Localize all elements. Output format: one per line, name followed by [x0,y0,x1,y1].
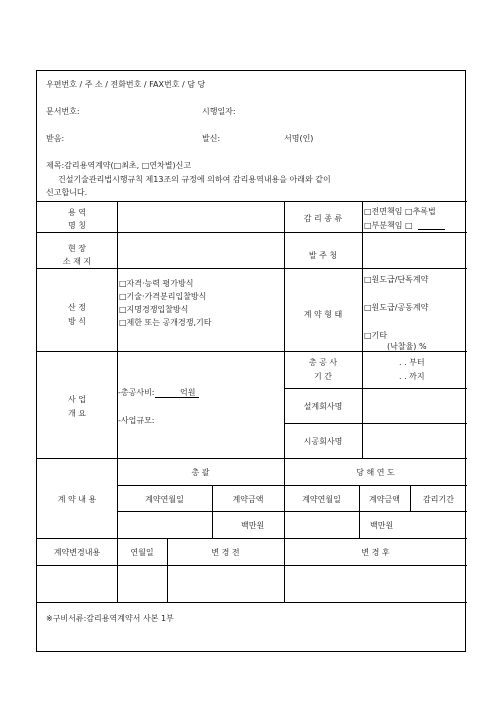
award-ratio: (낙찰율) % [387,342,427,351]
divider [37,201,467,202]
contract-form-label: 계 약 형 태 [303,310,343,319]
col-contract-amount: 계약금액 [232,495,264,504]
divider [212,485,213,538]
period-label: 총 공 사 [308,358,338,367]
method-label: 산 정 [68,303,86,312]
supervision-option-full[interactable]: □전면책임 □추록법 [364,207,436,216]
form-option[interactable]: □기타 [364,331,388,340]
business-label: 사 업 [68,395,86,404]
method-option[interactable]: □지명경쟁입찰방식 [119,305,189,314]
unit-million-won: 백만원 [370,521,394,530]
address-header-row: 우편번호 / 주 소 / 전화번호 / FAX번호 / 담 당 [46,80,206,89]
doc-number-label: 문서번호: [46,107,80,116]
scale-label: -사업규모: [118,416,155,425]
divider [37,565,467,566]
cost-unit: 억원 [180,388,196,397]
unit-million-won: 백만원 [241,521,265,530]
form-option[interactable]: □원도급/공동계약 [364,303,429,312]
sender-label: 발신: [202,134,221,143]
col-contract-amount: 계약금액 [369,495,400,504]
subject-line: 제목:감리용역계약(□최초, □연차별)신고 [46,161,192,170]
divider [284,423,467,424]
divider [37,458,467,459]
change-date-header: 연월일 [130,548,154,557]
designer-label: 설계회사명 [303,402,343,411]
service-name-label: 명 칭 [68,221,86,230]
divider [37,232,467,233]
service-name-label: 용 역 [68,208,86,217]
body-line-2: 신고합니다. [46,188,88,197]
site-location-label: 현 장 [68,244,86,253]
form-option[interactable]: □원도급/단독계약 [364,275,429,284]
divider [117,201,118,602]
total-header: 총 괄 [191,468,210,477]
exec-date-label: 시행일자: [202,107,236,116]
business-label: 개 요 [68,409,86,418]
col-supervision-period: 감리기간 [423,495,454,504]
client-label: 발 주 청 [308,251,338,260]
period-label: 기 간 [314,372,332,381]
col-contract-date: 계약연월일 [302,495,341,504]
divider [117,485,467,486]
total-cost-label: -총공사비: [118,388,155,397]
builder-label: 시공회사명 [303,437,343,446]
divider [284,201,285,458]
contract-change-label: 계약변경내용 [53,548,101,557]
contract-detail-label: 계 약 내 용 [57,495,97,504]
attachment-note: ※구비서류:감리용역계약서 사본 1부 [46,614,174,623]
divider [37,538,467,539]
divider [359,485,360,538]
method-option[interactable]: □자격·능력 평가방식 [119,279,194,288]
before-header: 변 경 전 [211,548,240,557]
after-header: 변 경 후 [361,548,390,557]
col-contract-date: 계약연월일 [145,495,184,504]
blank-underline [418,229,445,230]
report-form [36,70,466,652]
site-location-label: 소 재 지 [62,257,92,266]
year-header: 당 해 연 도 [356,468,395,477]
divider [284,388,467,389]
divider [362,201,363,458]
receiver-label: 받음: [46,134,65,143]
divider [37,602,467,603]
method-label: 방 식 [68,317,86,326]
divider [117,511,467,512]
supervision-type-label: 감 리 종 류 [303,214,343,223]
divider [37,268,467,269]
body-line-1: 건설기술관리법시행규칙 제13조의 규정에 의하여 감리용역내용을 아래와 같이 [58,175,331,184]
period-from: . . 부터 [399,358,425,367]
method-option[interactable]: □제한 또는 공개경쟁,기타 [119,318,212,327]
supervision-option-partial[interactable]: □부분책임 □ [364,221,413,230]
period-to: . . 까지 [399,372,425,381]
signature-label: 서명(인) [284,134,314,143]
method-option[interactable]: □기술·가격분리입찰방식 [119,292,207,301]
